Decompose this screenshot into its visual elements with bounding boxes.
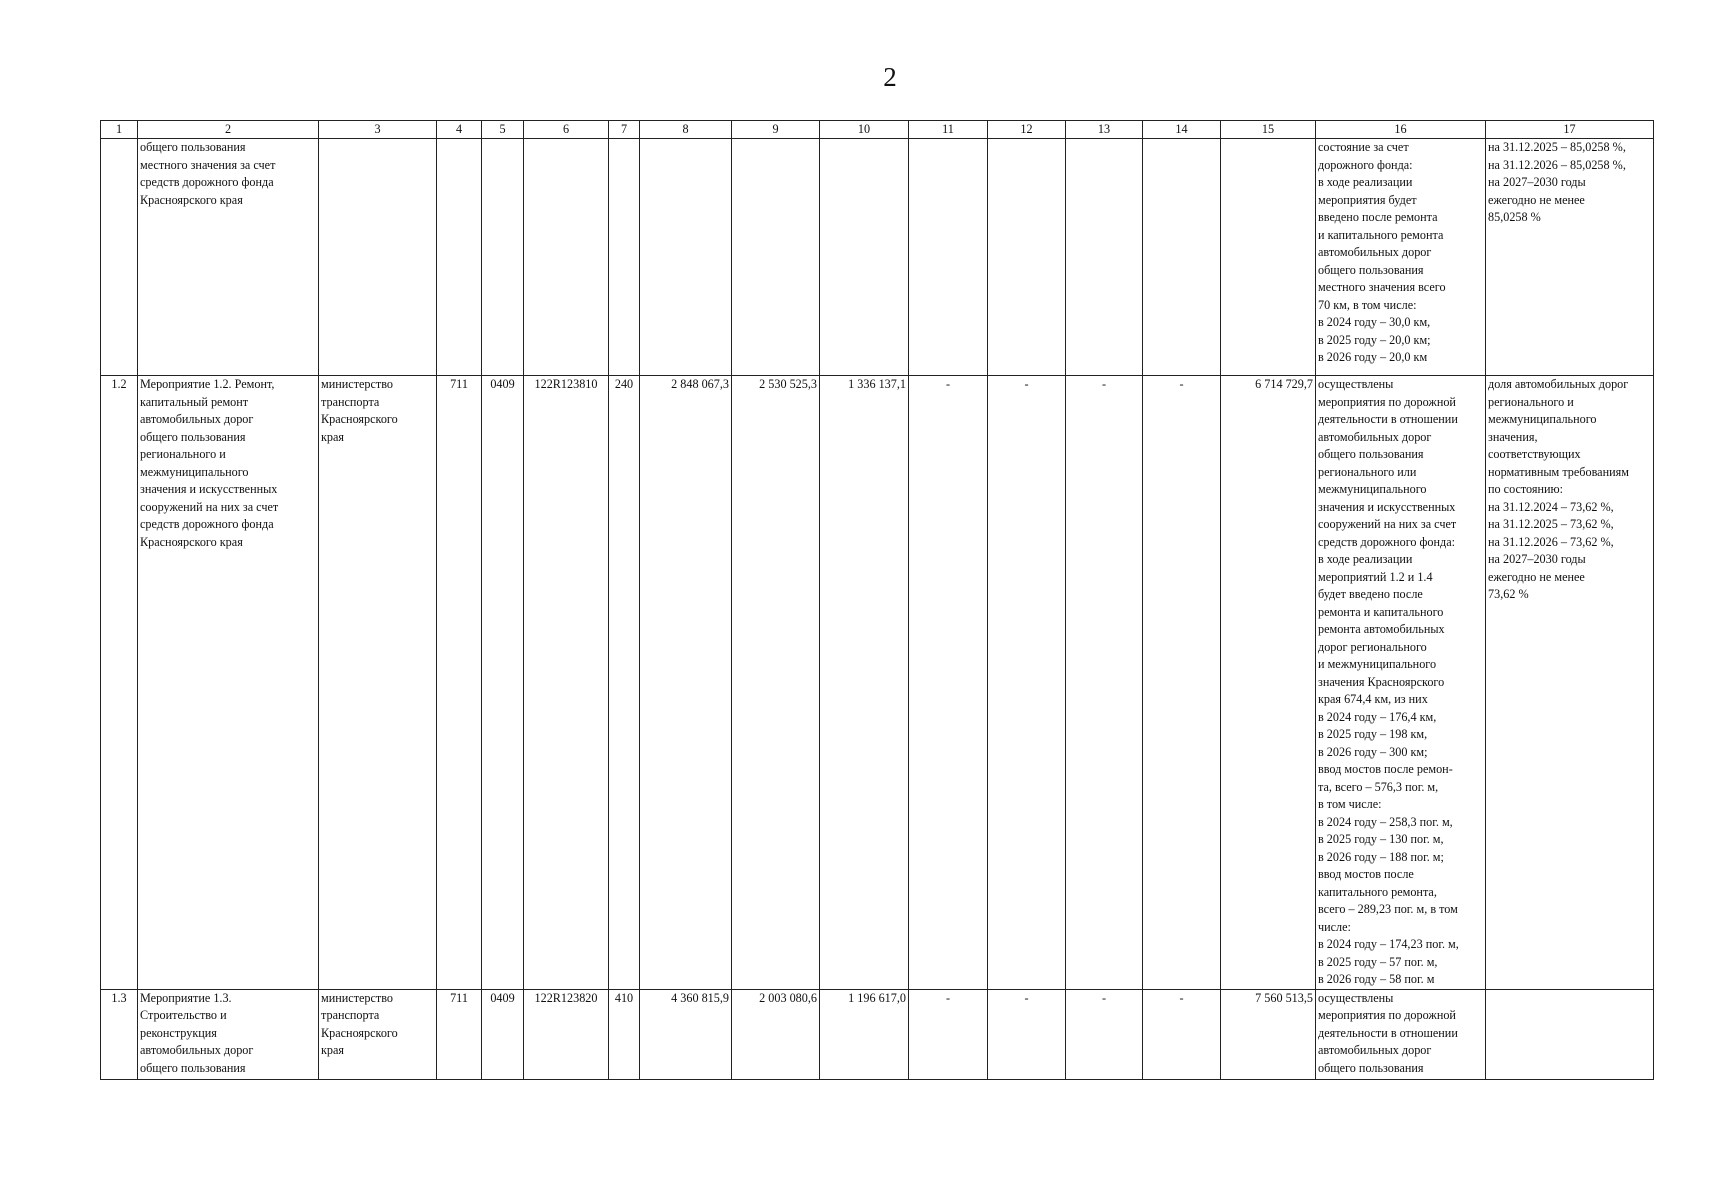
amount-cell <box>1066 139 1143 376</box>
amount-cell <box>909 139 988 376</box>
amount-cell: - <box>1066 376 1143 990</box>
program-table <box>100 120 1654 1080</box>
table-row <box>101 376 1654 990</box>
amount-cell: - <box>909 989 988 1079</box>
measure-name: Мероприятие 1.3. Строительство и реконструкция автомобильных дорог общего пользования <box>138 989 319 1079</box>
page-number: 2 <box>883 62 897 92</box>
total-cell <box>1221 139 1316 376</box>
table-row <box>101 989 1654 1079</box>
column-header: 9 <box>732 121 820 139</box>
amount-cell <box>640 139 732 376</box>
amount-cell <box>1143 139 1221 376</box>
amount-cell: - <box>1143 989 1221 1079</box>
row-number <box>101 139 138 376</box>
target-article-code: 122R123810 <box>524 376 609 990</box>
column-header: 10 <box>820 121 909 139</box>
column-header: 6 <box>524 121 609 139</box>
indicator: на 31.12.2025 – 85,0258 %, на 31.12.2026 – 85,0258 %, на 2027–2030 годы ежегодно не менее 85,0258 % <box>1486 139 1654 376</box>
column-header: 12 <box>988 121 1066 139</box>
column-header: 14 <box>1143 121 1221 139</box>
indicator: доля автомобильных дорог регионального и межмуниципального значения, соответствующих нормативным требованиям по состоянию: на 31.12.2024 – 73,62 %, на 31.12.2025 – 73,62 %, на 31.12.2026 – 73,62 %, на 2027–2030 годы ежегодно не менее 73,62 % <box>1486 376 1654 990</box>
column-header: 2 <box>138 121 319 139</box>
amount-cell <box>988 139 1066 376</box>
column-header: 5 <box>482 121 524 139</box>
row-number: 1.3 <box>101 989 138 1079</box>
expected-result: осуществлены мероприятия по дорожной деятельности в отношении автомобильных дорог общего пользования регионального или межмуниципального значения и искусственных сооружений на них за счет средств дорожного фонда: в ходе реализации мероприятий 1.2 и 1.4 будет введено после ремонта и капитального ремонта автомобильных дорог регионального и межмуниципального значения Красноярского края 674,4 км, из них в 2024 году – 176,4 км, в 2025 году – 198 км, в 2026 году – 300 км; ввод мостов после ремон- та, всего – 576,3 пог. м, в том числе: в 2024 году – 258,3 пог. м, в 2025 году – 130 пог. м, в 2026 году – 188 пог. м; ввод мостов после капитального ремонта, всего – 289,23 пог. м, в том числе: в 2024 году – 174,23 пог. м, в 2025 году – 57 пог. м, в 2026 году – 58 пог. м <box>1316 376 1486 990</box>
amount-cell: 2 003 080,6 <box>732 989 820 1079</box>
amount-cell: - <box>988 989 1066 1079</box>
column-number-row <box>101 121 1654 139</box>
column-header: 15 <box>1221 121 1316 139</box>
grbs-code: 711 <box>437 989 482 1079</box>
column-header: 1 <box>101 121 138 139</box>
column-header: 16 <box>1316 121 1486 139</box>
column-header: 8 <box>640 121 732 139</box>
total-cell: 7 560 513,5 <box>1221 989 1316 1079</box>
amount-cell: 2 530 525,3 <box>732 376 820 990</box>
executor: министерство транспорта Красноярского края <box>319 989 437 1079</box>
measure-name: Мероприятие 1.2. Ремонт, капитальный ремонт автомобильных дорог общего пользования регионального и межмуниципального значения и искусственных сооружений на них за счет средств дорожного фонда Красноярского края <box>138 376 319 990</box>
total-cell: 6 714 729,7 <box>1221 376 1316 990</box>
amount-cell: 1 336 137,1 <box>820 376 909 990</box>
column-header: 17 <box>1486 121 1654 139</box>
amount-cell: - <box>1143 376 1221 990</box>
amount-cell: 4 360 815,9 <box>640 989 732 1079</box>
executor: министерство транспорта Красноярского края <box>319 376 437 990</box>
column-header: 3 <box>319 121 437 139</box>
measure-name: общего пользования местного значения за счет средств дорожного фонда Красноярского края <box>138 139 319 376</box>
section-code: 0409 <box>482 376 524 990</box>
amount-cell: 1 196 617,0 <box>820 989 909 1079</box>
amount-cell <box>820 139 909 376</box>
expense-type-code: 240 <box>609 376 640 990</box>
expense-type-code <box>609 139 640 376</box>
amount-cell: 2 848 067,3 <box>640 376 732 990</box>
table-row <box>101 139 1654 376</box>
expense-type-code: 410 <box>609 989 640 1079</box>
grbs-code <box>437 139 482 376</box>
executor <box>319 139 437 376</box>
amount-cell: - <box>909 376 988 990</box>
column-header: 11 <box>909 121 988 139</box>
amount-cell <box>732 139 820 376</box>
expected-result: состояние за счет дорожного фонда: в ходе реализации мероприятия будет введено после ремонта и капитального ремонта автомобильных дорог общего пользования местного значения всего 70 км, в том числе: в 2024 году – 30,0 км, в 2025 году – 20,0 км; в 2026 году – 20,0 км <box>1316 139 1486 376</box>
row-number: 1.2 <box>101 376 138 990</box>
indicator <box>1486 989 1654 1079</box>
column-header: 7 <box>609 121 640 139</box>
target-article-code <box>524 139 609 376</box>
section-code <box>482 139 524 376</box>
grbs-code: 711 <box>437 376 482 990</box>
column-header: 13 <box>1066 121 1143 139</box>
section-code: 0409 <box>482 989 524 1079</box>
column-header: 4 <box>437 121 482 139</box>
amount-cell: - <box>988 376 1066 990</box>
expected-result: осуществлены мероприятия по дорожной деятельности в отношении автомобильных дорог общего пользования <box>1316 989 1486 1079</box>
target-article-code: 122R123820 <box>524 989 609 1079</box>
amount-cell: - <box>1066 989 1143 1079</box>
